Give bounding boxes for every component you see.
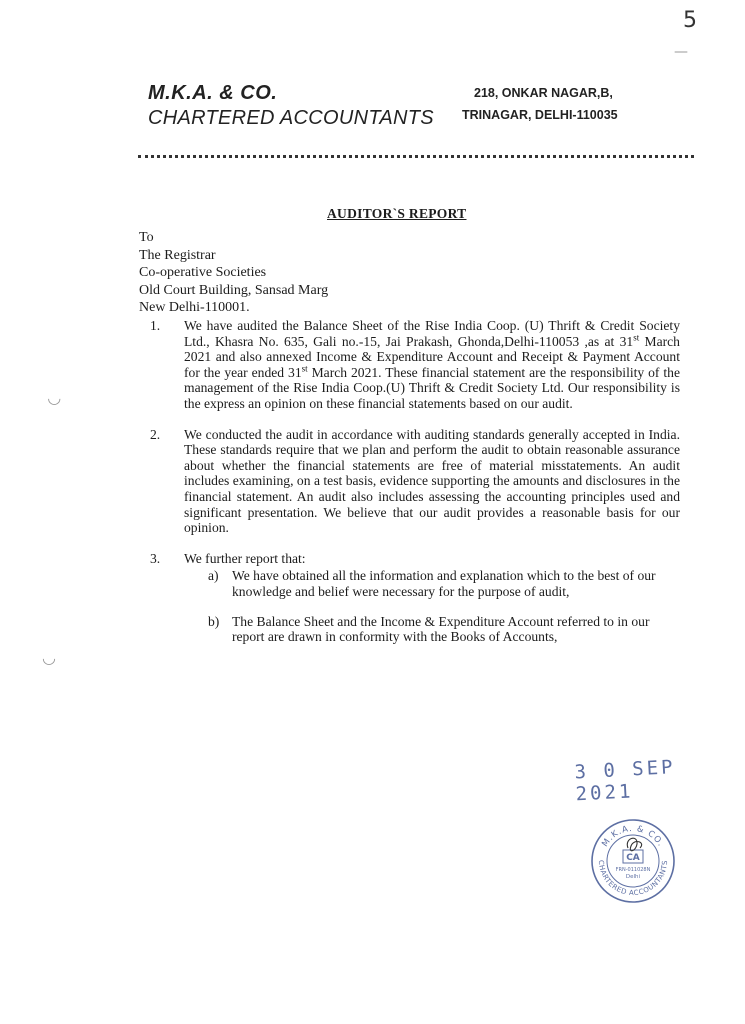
seal-center-text: CA [626, 853, 640, 863]
signature-scribble [627, 838, 641, 851]
seal-city-text: Delhi [625, 874, 641, 880]
paragraph-3 [150, 551, 680, 645]
paragraph-number: 2. [150, 426, 161, 442]
address-line-1: 218, ONKAR NAGAR,B, [474, 86, 613, 100]
scan-mark: — [674, 44, 688, 60]
addressee-line: The Registrar [139, 247, 216, 263]
paragraph-text: We conducted the audit in accordance with auditing standards generally accepted in India. These standards require that we plan and perform the audit to obtain reasonable assurance about whether the financial statements are free of material misstatements. An audit includes examining, on a test basis, evidence supporting the amounts and disclosures in the financial statement. An audit also includes assessing the accounting principles used and significant presentation. We believe that our audit provides a reasonable basis for our opinion. [184, 426, 680, 536]
ordinal-suffix: st [633, 332, 640, 343]
report-title: AUDITOR`S REPORT [327, 206, 467, 221]
seal-frn-text: FRN-011028N [615, 867, 651, 873]
date-stamp: 3 0 SEP 2021 [573, 756, 677, 806]
firm-name: M.K.A. & CO. [148, 82, 278, 104]
ordinal-suffix: st [301, 363, 308, 374]
addressee-line: To [139, 230, 154, 245]
subitem-text: We have obtained all the information and explanation which to the best of our knowledge and belief were necessary for the purpose of audit, [232, 568, 656, 599]
page-number: 5 [683, 8, 697, 33]
paragraph-text-part: March 2021 and also annexed Income & Expenditure Account and Receipt & Payment Account for the year ended 31 [184, 333, 680, 380]
paragraph-1 [150, 318, 680, 412]
paragraph-number: 1. [150, 318, 161, 333]
addressee-line: New Delhi-110001. [139, 300, 250, 315]
subitem-a [208, 568, 680, 599]
seal-bottom-text: CHARTERED ACCOUNTANTS [596, 859, 670, 898]
paragraph-text-part: March 2021. These financial statement are the responsibility of the management of the Rise India Coop.(U) Thrift & Credit Society Ltd. Our responsibility is the express an opinion on these financial statements based on our audit. [184, 364, 680, 411]
paragraph-text-part: We have audited the Balance Sheet of the Rise India Coop. (U) Thrift & Credit Society Ltd., Khasra No. 635, Gali no.-15, Jai Prakash, Ghonda,Delhi-110053 ,as at 31 [184, 318, 680, 349]
subitem-label: a) [208, 568, 219, 584]
paragraph-2 [150, 427, 680, 536]
paragraph-number: 3. [150, 550, 161, 566]
addressee-line: Old Court Building, Sansad Marg [139, 282, 329, 298]
subitem-label: b) [208, 613, 220, 629]
address-line-2: TRINAGAR, DELHI-110035 [462, 108, 618, 122]
letterhead-firm [148, 82, 434, 130]
firm-seal-icon [590, 818, 676, 904]
report-body [150, 318, 680, 659]
subitem-b [208, 614, 680, 645]
subitem-list [150, 568, 680, 644]
seal-top-text: M.K.A. & CO. [600, 823, 666, 849]
scan-mark: ◡ [44, 388, 62, 407]
paragraph-3-intro [150, 551, 680, 567]
paragraph-text: We further report that: [184, 550, 306, 566]
addressee-line: Co-operative Societies [139, 265, 267, 280]
letterhead-divider [138, 155, 694, 158]
subitem-text: The Balance Sheet and the Income & Expenditure Account referred to in our report are drawn in conformity with the Books of Accounts, [232, 613, 650, 645]
letterhead-address [462, 82, 618, 126]
firm-subtitle: CHARTERED ACCOUNTANTS [148, 107, 434, 129]
scan-mark: ◡ [42, 648, 56, 667]
addressee-block [139, 229, 328, 317]
paragraph-text [184, 318, 680, 412]
